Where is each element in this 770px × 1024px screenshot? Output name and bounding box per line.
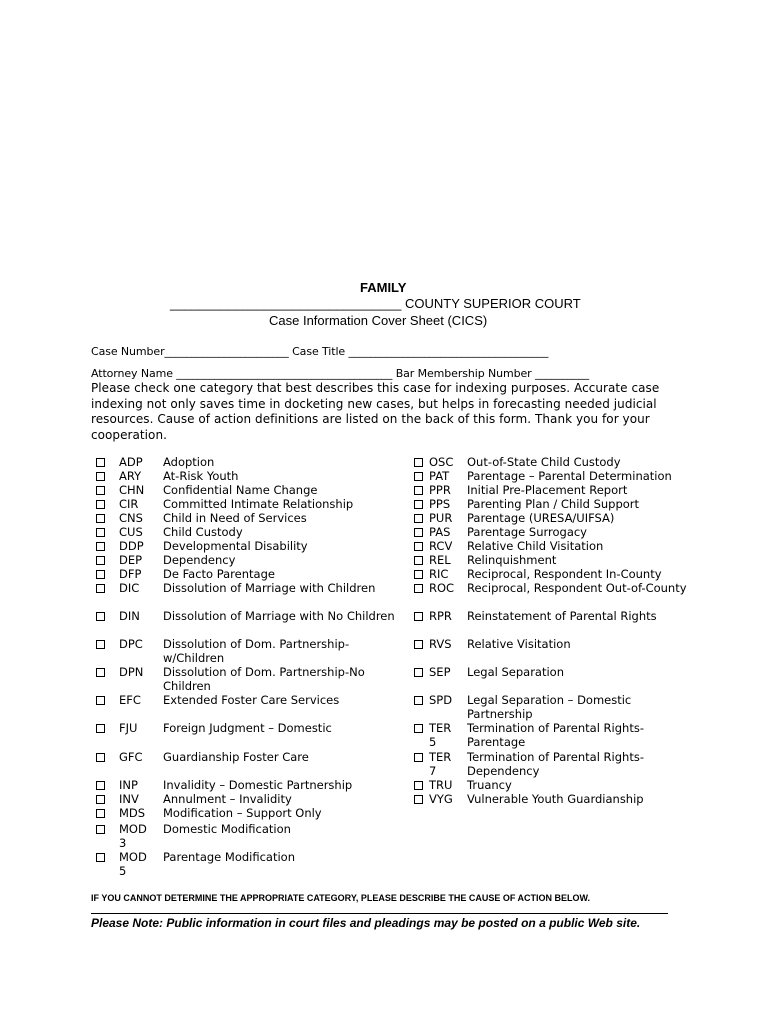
checkbox[interactable] xyxy=(414,528,423,537)
checkbox[interactable] xyxy=(96,724,105,733)
checkbox[interactable] xyxy=(414,500,423,509)
court-line: ________________________________ COUNTY SUPERIOR COURT xyxy=(170,296,581,311)
checkbox[interactable] xyxy=(96,500,105,509)
category-description: Initial Pre-Placement Report xyxy=(467,483,628,497)
category-code: ADP xyxy=(119,455,143,469)
category-code: MOD 3 xyxy=(119,822,147,851)
checkbox[interactable] xyxy=(96,668,105,677)
checkbox[interactable] xyxy=(96,486,105,495)
category-description: Foreign Judgment – Domestic xyxy=(163,721,332,735)
form-title: FAMILY xyxy=(360,280,407,295)
category-description: Dissolution of Marriage with No Children xyxy=(163,609,395,623)
category-code: PAT xyxy=(429,469,450,483)
category-code: REL xyxy=(429,553,451,567)
category-description: Legal Separation xyxy=(467,665,565,679)
category-description: Legal Separation – Domestic Partnership xyxy=(467,693,632,722)
category-code: PPR xyxy=(429,483,451,497)
checkbox[interactable] xyxy=(96,570,105,579)
category-code: RPR xyxy=(429,609,452,623)
category-code: DPC xyxy=(119,637,143,651)
category-description: Modification – Support Only xyxy=(163,806,322,820)
category-code: RCV xyxy=(429,539,453,553)
checkbox[interactable] xyxy=(414,795,423,804)
category-description: Confidential Name Change xyxy=(163,483,318,497)
category-code: TER 5 xyxy=(429,721,452,750)
checkbox[interactable] xyxy=(414,640,423,649)
category-description: Termination of Parental Rights-Parentage xyxy=(467,721,644,750)
checkbox[interactable] xyxy=(414,781,423,790)
checkbox[interactable] xyxy=(414,458,423,467)
category-description: At-Risk Youth xyxy=(163,469,239,483)
category-code: EFC xyxy=(119,693,141,707)
checkbox[interactable] xyxy=(96,514,105,523)
category-code: INV xyxy=(119,792,139,806)
category-description: Child in Need of Services xyxy=(163,511,307,525)
category-description: Invalidity – Domestic Partnership xyxy=(163,778,353,792)
category-description: Reinstatement of Parental Rights xyxy=(467,609,657,623)
category-description: Child Custody xyxy=(163,525,243,539)
category-code: DIN xyxy=(119,609,140,623)
category-description: De Facto Parentage xyxy=(163,567,275,581)
category-code: DDP xyxy=(119,539,144,553)
checkbox[interactable] xyxy=(414,472,423,481)
checkbox[interactable] xyxy=(414,612,423,621)
category-description: Relinquishment xyxy=(467,553,557,567)
category-code: DIC xyxy=(119,581,140,595)
checkbox[interactable] xyxy=(96,458,105,467)
category-code: CHN xyxy=(119,483,145,497)
case-number-line[interactable]: Case Number_______________________ Case Title _____________________________________ xyxy=(91,345,549,358)
category-description: Parentage (URESA/UIFSA) xyxy=(467,511,615,525)
category-description: Parentage – Parental Determination xyxy=(467,469,672,483)
checkbox[interactable] xyxy=(96,472,105,481)
category-code: PPS xyxy=(429,497,451,511)
category-description: Dissolution of Dom. Partnership-w/Children xyxy=(163,637,350,666)
category-description: Dissolution of Marriage with Children xyxy=(163,581,376,595)
category-code: RIC xyxy=(429,567,449,581)
category-code: SEP xyxy=(429,665,451,679)
category-description: Committed Intimate Relationship xyxy=(163,497,354,511)
category-description: Guardianship Foster Care xyxy=(163,750,309,764)
attorney-line[interactable]: Attorney Name ________________________________________ Bar Membership Number __________ xyxy=(91,367,589,380)
category-code: ROC xyxy=(429,581,455,595)
category-description: Truancy xyxy=(467,778,512,792)
notice-text: IF YOU CANNOT DETERMINE THE APPROPRIATE CATEGORY, PLEASE DESCRIBE THE CAUSE OF ACTION BELOW. xyxy=(91,893,591,903)
cause-of-action-line[interactable] xyxy=(91,913,668,914)
checkbox[interactable] xyxy=(414,753,423,762)
checkbox[interactable] xyxy=(414,696,423,705)
category-code: FJU xyxy=(119,721,138,735)
category-code: CIR xyxy=(119,497,139,511)
checkbox[interactable] xyxy=(96,795,105,804)
checkbox[interactable] xyxy=(96,528,105,537)
category-description: Dependency xyxy=(163,553,236,567)
category-code: OSC xyxy=(429,455,454,469)
checkbox[interactable] xyxy=(96,781,105,790)
checkbox[interactable] xyxy=(414,570,423,579)
instructions-paragraph: Please check one category that best describes this case for indexing purposes. Accurate case indexing not only saves time in docketing new cases, but helps in forecasting needed judicial resources. Cause of action definitions are listed on the back of this form. Thank you for your cooperation. xyxy=(91,381,660,442)
category-code: VYG xyxy=(429,792,453,806)
category-code: DFP xyxy=(119,567,142,581)
category-code: MDS xyxy=(119,806,146,820)
category-description: Parentage Modification xyxy=(163,850,295,864)
checkbox[interactable] xyxy=(96,542,105,551)
category-description: Relative Child Visitation xyxy=(467,539,604,553)
category-code: TRU xyxy=(429,778,453,792)
category-code: DEP xyxy=(119,553,143,567)
category-code: PUR xyxy=(429,511,453,525)
checkbox[interactable] xyxy=(414,668,423,677)
category-code: GFC xyxy=(119,750,143,764)
category-description: Reciprocal, Respondent In-County xyxy=(467,567,662,581)
checkbox[interactable] xyxy=(96,825,105,834)
checkbox[interactable] xyxy=(96,696,105,705)
category-description: Extended Foster Care Services xyxy=(163,693,340,707)
checkbox[interactable] xyxy=(96,853,105,862)
category-description: Parenting Plan / Child Support xyxy=(467,497,640,511)
category-code: DPN xyxy=(119,665,144,679)
category-description: Termination of Parental Rights-Dependency xyxy=(467,750,644,779)
category-description: Adoption xyxy=(163,455,215,469)
category-description: Out-of-State Child Custody xyxy=(467,455,621,469)
category-description: Vulnerable Youth Guardianship xyxy=(467,792,644,806)
checkbox[interactable] xyxy=(96,556,105,565)
category-code: PAS xyxy=(429,525,451,539)
category-code: ARY xyxy=(119,469,142,483)
category-code: SPD xyxy=(429,693,453,707)
category-code: INP xyxy=(119,778,138,792)
category-code: CUS xyxy=(119,525,143,539)
category-code: RVS xyxy=(429,637,452,651)
category-description: Developmental Disability xyxy=(163,539,308,553)
checkbox[interactable] xyxy=(96,640,105,649)
category-code: MOD 5 xyxy=(119,850,147,879)
form-subtitle: Case Information Cover Sheet (CICS) xyxy=(269,313,488,328)
category-description: Reciprocal, Respondent Out-of-County xyxy=(467,581,687,595)
category-description: Relative Visitation xyxy=(467,637,571,651)
checkbox[interactable] xyxy=(414,486,423,495)
checkbox[interactable] xyxy=(96,809,105,818)
checkbox[interactable] xyxy=(414,556,423,565)
checkbox[interactable] xyxy=(414,724,423,733)
checkbox[interactable] xyxy=(96,612,105,621)
category-code: TER 7 xyxy=(429,750,452,779)
category-description: Parentage Surrogacy xyxy=(467,525,587,539)
checkbox[interactable] xyxy=(414,514,423,523)
category-code: CNS xyxy=(119,511,143,525)
checkbox[interactable] xyxy=(414,584,423,593)
checkbox[interactable] xyxy=(414,542,423,551)
checkbox[interactable] xyxy=(96,584,105,593)
category-description: Annulment – Invalidity xyxy=(163,792,292,806)
category-description: Dissolution of Dom. Partnership-No Children xyxy=(163,665,365,694)
category-description: Domestic Modification xyxy=(163,822,291,836)
please-note: Please Note: Public information in court files and pleadings may be posted on a public Web site. xyxy=(91,916,641,930)
checkbox[interactable] xyxy=(96,753,105,762)
